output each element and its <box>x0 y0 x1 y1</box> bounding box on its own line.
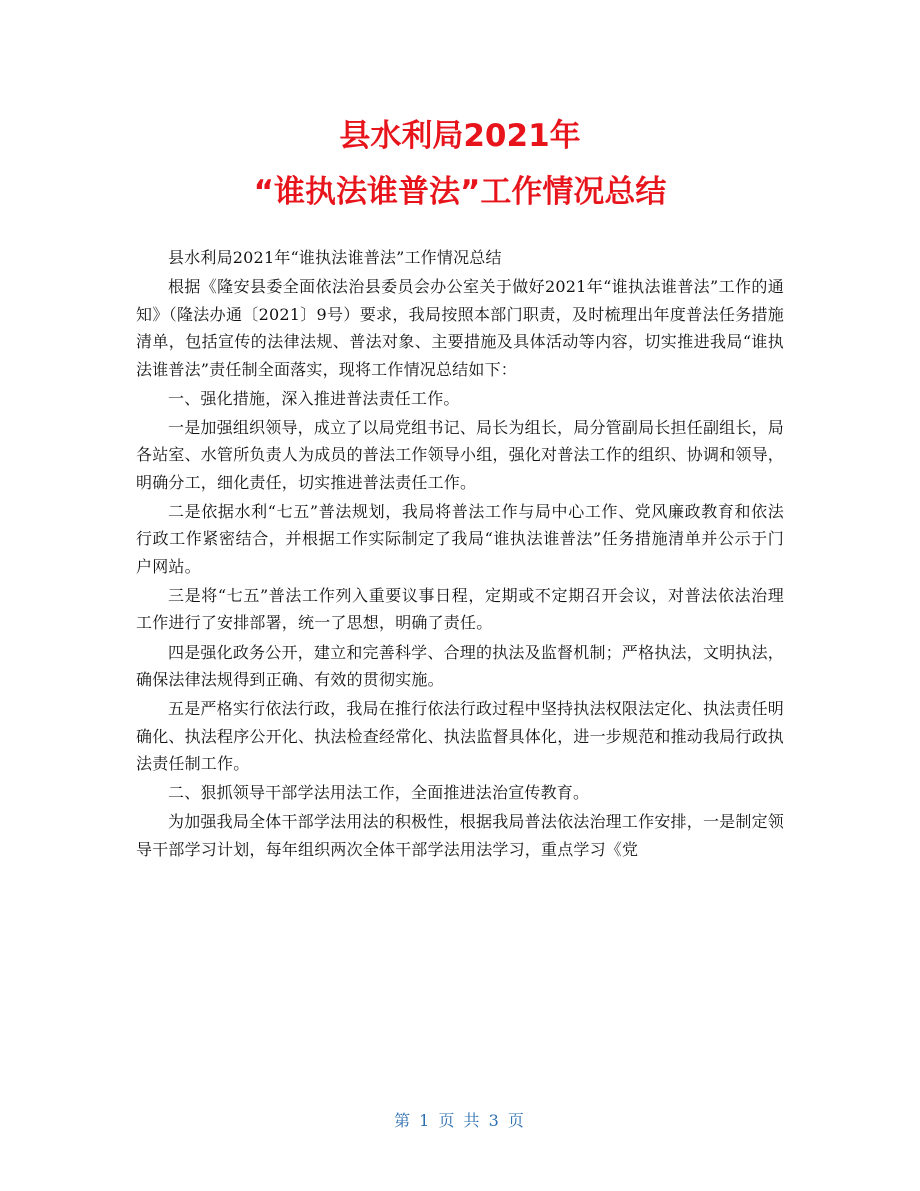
paragraph-item-4: 四是强化政务公开，建立和完善科学、合理的执法及监督机制；严格执法，文明执法，确保法律法规得到正确、有效的贯彻实施。 <box>136 642 784 690</box>
paragraph-item-5: 五是严格实行依法行政，我局在推行依法行政过程中坚持执法权限法定化、执法责任明确化、执法程序公开化、执法检查经常化、执法监督具体化，进一步规范和推动我局行政执法责任制工作。 <box>136 699 785 774</box>
document-title-line-1: 县水利局2021年 <box>339 118 581 154</box>
paragraph-item-3: 三是将“七五”普法工作列入重要议事日程，定期或不定期召开会议，对普法依法治理工作进行了安排部署，统一了思想，明确了责任。 <box>136 585 784 633</box>
section-heading-1: 一、强化措施，深入推进普法责任工作。 <box>168 388 460 408</box>
paragraph-intro: 根据《隆安县委全面依法治县委员会办公室关于做好2021年“谁执法谁普法”工作的通知》（隆法办通〔2021〕9号）要求，我局按照本部门职责，及时梳理出年度普法任务措施清单，包括宣传的法律法规、普法对象、主要措施及具体活动等内容，切实推进我局“谁执法谁普法”责任制全面落实，现将工作情况总结如下： <box>136 277 784 379</box>
paragraph-section-2: 为加强我局全体干部学法用法的积极性，根据我局普法依法治理工作安排，一是制定领导干部学习计划，每年组织两次全体干部学法用法学习，重点学习《党 <box>136 812 784 859</box>
section-heading-2: 二、狠抓领导干部学法用法工作，全面推进法治宣传教育。 <box>168 783 590 803</box>
page-number-footer: 第 1 页 共 3 页 <box>394 1111 526 1130</box>
document-title-line-2: “谁执法谁普法”工作情况总结 <box>253 174 667 210</box>
document-body <box>136 244 784 865</box>
paragraph-item-1: 一是加强组织领导，成立了以局党组书记、局长为组长，局分管副局长担任副组长，局各站室、水管所负责人为成员的普法工作领导小组，强化对普法工作的组织、协调和领导，明确分工，细化责任，切实推进普法责任工作。 <box>136 417 785 492</box>
paragraph-item-2: 二是依据水利“七五”普法规划，我局将普法工作与局中心工作、党风廉政教育和依法行政工作紧密结合，并根据工作实际制定了我局“谁执法谁普法”任务措施清单并公示于门户网站。 <box>136 501 784 576</box>
paragraph-heading-repeat: 县水利局2021年“谁执法谁普法”工作情况总结 <box>168 248 502 267</box>
